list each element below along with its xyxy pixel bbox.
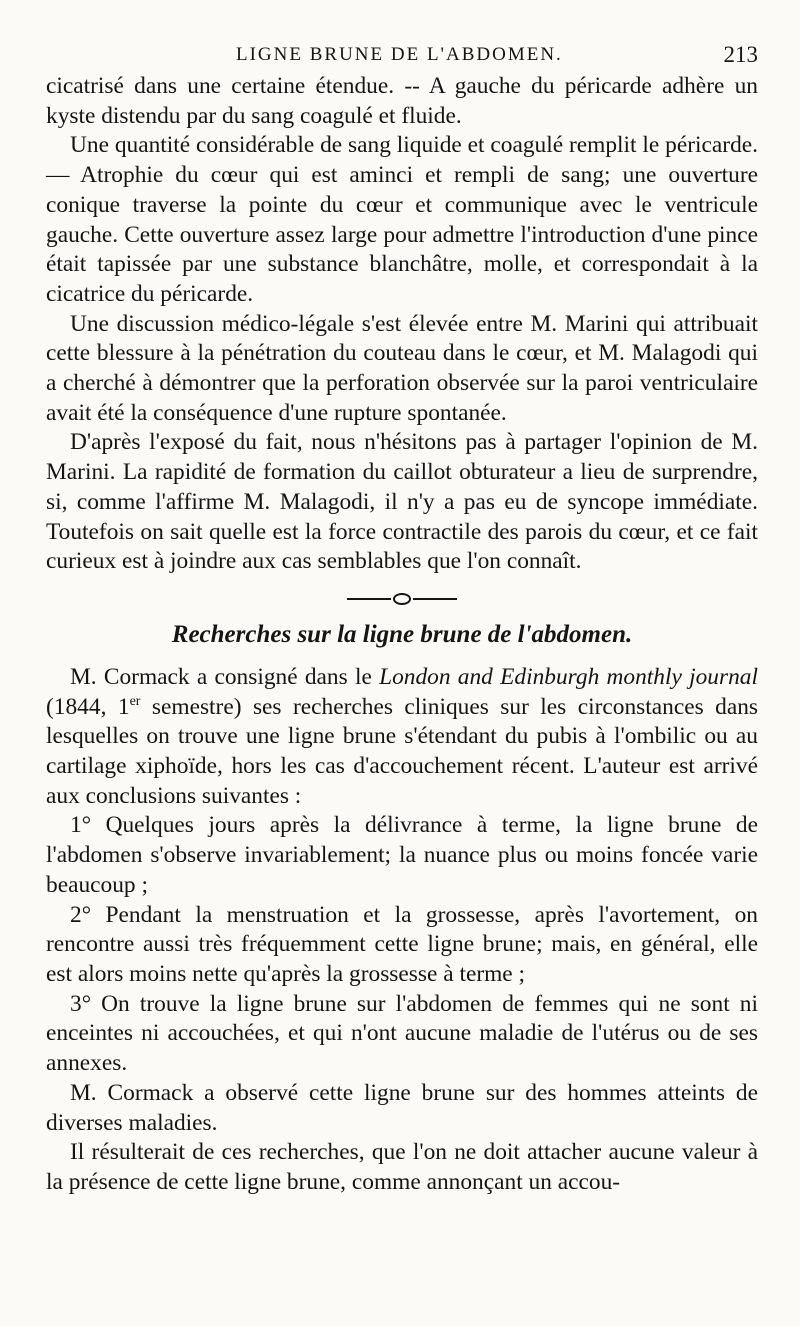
divider-rule (413, 598, 457, 600)
paragraph: Une quantité considérable de sang liquide et coagulé remplit le péricarde. — Atrophie du cœur qui est aminci et rempli de sang; une ouverture conique traverse la pointe du cœur et communique avec le ventricule gauche. Cette ouverture assez large pour admettre l'introduction d'une pince était tapissée par une substance blanchâtre, molle, et correspondait à la cicatrice du péricarde. (46, 132, 758, 307)
paragraph-intro (46, 663, 758, 812)
paragraph: M. Cormack a observé cette ligne brune sur des hommes atteints de diverses maladies. (46, 1079, 758, 1136)
book-page (46, 40, 758, 1198)
ordinal-suffix: er (129, 693, 141, 709)
paragraph: Il résulterait de ces recherches, que l'on ne doit attacher aucune valeur à la présence de cette ligne brune, comme annonçant un accou- (46, 1139, 758, 1195)
conclusion-item: 1° Quelques jours après la délivrance à terme, la ligne brune de l'abdomen s'observe invariablement; la nuance plus ou moins foncée varie beaucoup ; (46, 812, 758, 898)
divider-knot (393, 593, 411, 605)
paragraph: D'après l'exposé du fait, nous n'hésitons pas à partager l'opinion de M. Marini. La rapidité de formation du caillot obturateur a lieu de surprendre, si, comme l'affirme M. Malagodi, il n'y a pas eu de syncope immédiate. Toutefois on sait quelle est la force contractile des parois du cœur, et ce fait curieux est à joindre aux cas semblables que l'on connaît. (46, 429, 758, 575)
paragraph: Une discussion médico-légale s'est élevée entre M. Marini qui attribuait cette blessure à la pénétration du couteau dans le cœur, et M. Malagodi qui a cherché à démontrer que la perforation observée sur la paroi ventriculaire avait été la conséquence d'une rupture spontanée. (46, 310, 758, 426)
running-title: LIGNE BRUNE DE L'ABDOMEN. (236, 44, 563, 65)
journal-title: London and Edinburgh monthly journal (379, 663, 758, 690)
divider-rule (347, 598, 391, 600)
conclusion-item: 2° Pendant la menstruation et la grossesse, après l'avortement, on rencontre aussi très fréquemment cette ligne brune; mais, en général, elle est alors moins nette qu'après la grossesse à terme ; (46, 901, 758, 987)
intro-text: M. Cormack a consigné dans le (70, 663, 380, 690)
journal-year: (1844, 1 (46, 693, 130, 720)
section-title: Recherches sur la ligne brune de l'abdomen. (171, 620, 633, 648)
paragraph-continuation: cicatrisé dans une certaine étendue. -- A gauche du péricarde adhère un kyste distendu par du sang coagulé et fluide. (46, 73, 758, 129)
intro-text-end: semestre) ses recherches cliniques sur les circonstances dans lesquelles on trouve une ligne brune s'étendant du pubis à l'ombilic ou au cartilage xiphoïde, hors les cas d'accouchement récent. L'auteur est arrivé aux conclusions suivantes : (46, 693, 759, 809)
body-text (46, 72, 758, 1198)
page-header (46, 40, 758, 72)
conclusion-item: 3° On trouve la ligne brune sur l'abdomen de femmes qui ne sont ni enceintes ni accouchées, et qui n'ont aucune maladie de l'utérus ou de ses annexes. (46, 990, 758, 1077)
section-divider-ornament (347, 593, 457, 605)
page-number: 213 (723, 42, 758, 67)
